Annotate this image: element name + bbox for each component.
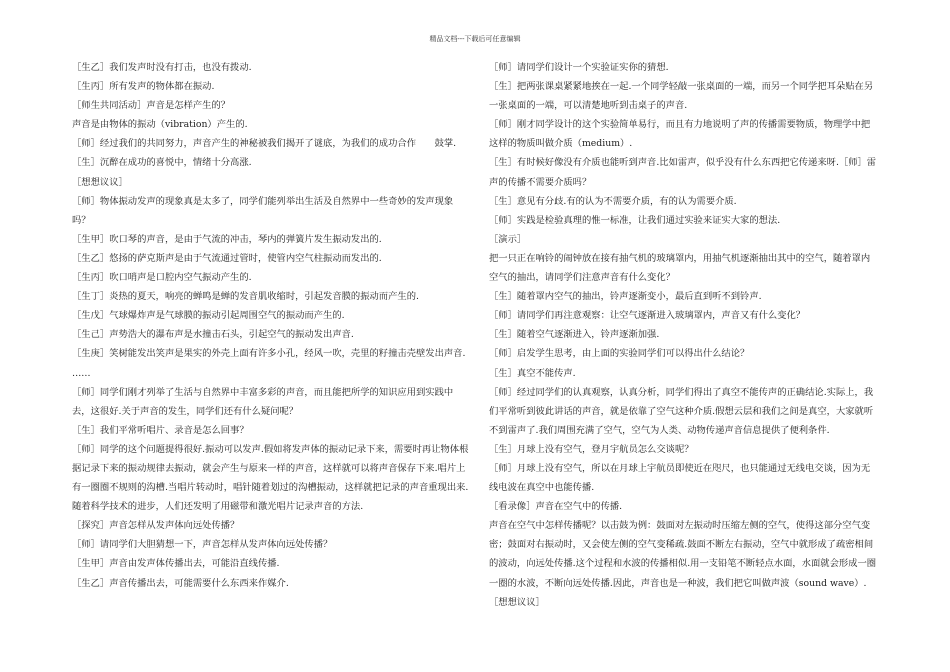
paragraph: ［师］请同学们设计一个实验证实你的猜想. bbox=[489, 62, 669, 73]
paragraph: ［生甲］吹口琴的声音，是由于气流的冲击，琴内的弹簧片发生振动发出的. bbox=[72, 233, 382, 245]
paragraph: ［师］经过我们的共同努力，声音产生的神秘被我们揭开了谜底，为我们的成功合作 鼓掌. bbox=[72, 138, 457, 150]
paragraph: ［师］同学的这个问题提得很好.振动可以发声.假如将发声体的振动记录下来，需要时再让物体根据记录下来的振动规律去振动，就会产生与原来一样的声音，这样就可以将声音保存下来.唱片上有一圈圈不规则的沟槽.当唱片转动时，唱针随着划过的沟槽振动，这样就把记录的声音重现出来.随着科学技术的进步，人们还发明了用磁带和激光唱片记录声音的方法. bbox=[72, 443, 469, 513]
paragraph: ［生戊］气球爆炸声是气球膜的振动引起周围空气的振动而产生的. bbox=[72, 310, 345, 322]
paragraph: ［生乙］我们发声时没有打击，也没有拨动. bbox=[72, 62, 252, 73]
section-heading: ［看录像］声音在空气中的传播. bbox=[489, 501, 623, 513]
paragraph: ［生］随着罩内空气的抽出，铃声逐渐变小，最后直到听不到铃声. bbox=[489, 291, 762, 303]
paragraph: ［师］物体振动发声的现象真是太多了，同学们能列举出生活及自然界中一些奇妙的发声现象吗？ bbox=[72, 195, 454, 226]
paragraph: ［师］请同学们再注意观察：让空气逐渐进入玻璃罩内，声音又有什么变化？ bbox=[489, 310, 806, 322]
section-heading: ［想想议议］ bbox=[72, 176, 128, 188]
paragraph: ［师］同学们刚才列举了生活与自然界中丰富多彩的声音，而且能把所学的知识应用到实践中去，这很好.关于声音的发生，同学们还有什么疑问呢？ bbox=[72, 386, 454, 417]
paragraph: ［生］把两张课桌紧紧地挨在一起.一个同学轻敲一张桌面的一端，而另一个同学把耳朵贴在另一张桌面的一端，可以清楚地听到击桌子的声音. bbox=[489, 81, 874, 112]
paragraph: ［生］有时候好像没有介质也能听到声音.比如雷声，似乎没有什么东西把它传递来呀.［师］雷声的传播不需要介质吗？ bbox=[489, 157, 877, 188]
paragraph: ［师］启发学生思考，由上面的实验同学们可以得出什么结论？ bbox=[489, 348, 750, 360]
paragraph: ［师］经过同学们的认真观察，认真分析，同学们得出了真空不能传声的正确结论.实际上，我们平常听到彼此讲话的声音，就是依靠了空气这种介质.假想云层和我们之间是真空，大家就听不到雷声了.我们周围充满了空气，空气为人类、动物传递声音信息提供了便利条件. bbox=[489, 386, 874, 436]
paragraph: ［生］月球上没有空气，登月宇航员怎么交谈呢？ bbox=[489, 443, 694, 455]
left-column bbox=[72, 58, 470, 593]
paragraph: 声音是由物体的振动（vibration）产生的. bbox=[72, 119, 248, 131]
ellipsis: …… bbox=[72, 367, 91, 379]
paragraph: ［生甲］声音由发声体传播出去，可能沿直线传播. bbox=[72, 558, 280, 570]
section-heading: ［探究］声音怎样从发声体向远处传播？ bbox=[72, 520, 240, 532]
paragraph: 声音在空气中怎样传播呢？以击鼓为例：鼓面对左振动时压缩左侧的空气，使得这部分空气变密；鼓面对右振动时，又会使左侧的空气变稀疏.鼓面不断左右振动，空气中就形成了疏密相间的波动，向远处传播.这个过程和水波的传播相似.用一支铅笔不断轻点水面，水面就会形成一圈一圈的水波，不断向远处传播.因此，声音也是一种波，我们把它叫做声波（sound wave）. bbox=[489, 520, 877, 589]
paragraph: ［生］真空不能传声. bbox=[489, 367, 576, 379]
paragraph: ［生］我们平常听唱片、录音是怎么回事？ bbox=[72, 424, 249, 436]
paragraph: ［生丙］吹口哨声是口腔内空气振动产生的. bbox=[72, 272, 252, 284]
paragraph: ［师］请同学们大胆猜想一下，声音怎样从发声体向远处传播？ bbox=[72, 539, 333, 551]
paragraph: ［生己］声势浩大的瀑布声是水撞击石头，引起空气的振动发出声音. bbox=[72, 329, 354, 341]
page-header: 精品文档---下载后可任意编辑 bbox=[429, 35, 521, 43]
paragraph: ［生丙］所有发声的物体都在振动. bbox=[72, 81, 215, 93]
paragraph: ［生庚］笑树能发出笑声是果实的外壳上面有许多小孔，经风一吹，壳里的籽撞击壳壁发出声音. bbox=[72, 348, 466, 360]
right-column bbox=[489, 58, 879, 612]
paragraph: ［生乙］悠扬的萨克斯声是由于气流通过管时，使管内空气柱振动而发出的. bbox=[72, 252, 382, 264]
paragraph: ［生］随着空气逐渐进入，铃声逐渐加强. bbox=[489, 329, 660, 341]
section-heading: ［演示］ bbox=[489, 233, 527, 245]
paragraph: ［生丁］炎热的夏天，响亮的蝉鸣是蝉的发音肌收缩时，引起发音膜的振动而产生的. bbox=[72, 291, 419, 303]
paragraph: ［师生共同活动］声音是怎样产生的？ bbox=[72, 100, 231, 112]
paragraph: ［生］意见有分歧.有的认为不需要介质，有的认为需要介质. bbox=[489, 195, 737, 207]
paragraph: 把一只正在响铃的闹钟放在接有抽气机的玻璃罩内，用抽气机逐渐抽出其中的空气，随着罩内空气的抽出，请同学们注意声音有什么变化？ bbox=[489, 252, 871, 284]
section-heading: ［想想议议］ bbox=[489, 596, 545, 608]
paragraph: ［师］实践是检验真理的惟一标准，让我们通过实验来证实大家的想法. bbox=[489, 214, 781, 226]
paragraph: ［生乙］声音传播出去，可能需要什么东西来作媒介. bbox=[72, 577, 289, 589]
paragraph: ［师］月球上没有空气，所以在月球上宇航员即使近在咫尺，也只能通过无线电交谈，因为无线电波在真空中也能传播. bbox=[489, 462, 871, 494]
paragraph: ［师］刚才同学设计的这个实验简单易行，而且有力地说明了声的传播需要物质，物理学中把这样的物质叫做介质（medium）. bbox=[489, 119, 871, 150]
paragraph: ［生］沉醉在成功的喜悦中，情绪十分高涨. bbox=[72, 157, 252, 169]
